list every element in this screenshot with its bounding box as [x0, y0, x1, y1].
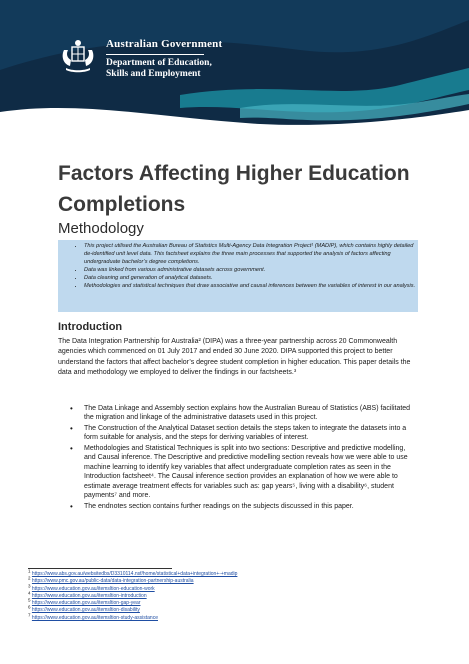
footnote-list — [28, 568, 448, 622]
summary-point: • Data cleaning and generation of analytical datasets. — [84, 274, 418, 282]
introduction-heading: Introduction — [58, 321, 123, 333]
document-title: Factors Affecting Higher Education Completions — [58, 162, 410, 216]
branding-divider — [106, 54, 204, 55]
footnote-item — [28, 604, 448, 614]
summary-point: • This project utilised the Australian Bureau of Statistics Multi-Agency Data Integration Project¹ (MADIP), which contains highly detailed de-identified unit level data. This factsheet explains the three main processes that supported the analysis of factors affecting undergraduate bachelor’s degree completions. — [84, 242, 418, 266]
footnote-item — [28, 575, 448, 585]
introduction-bullet: • The Construction of the Analytical Dataset section details the steps taken to integrate the datasets into a form suitable for analysis, and the steps for deriving variables of interest. — [84, 424, 418, 443]
introduction-paragraph: The Data Integration Partnership for Australia² (DIPA) was a three-year partnership across 20 Commonwealth agencies which commenced on 01 July 2017 and ended 30 June 2020. DIPA supported this project to better understand the factors that affect bachelor’s degree student completion in higher education. This paper details the data and methodology we employed to deliver the findings in our factsheets.³ — [58, 338, 411, 376]
summary-point: • Data was linked from various administrative datasets across government. — [84, 266, 418, 274]
footnote-link[interactable]: https://www.abs.gov.au/websitedbs/D3310114.nsf/home/statistical+data+integration+-+madip — [31, 571, 238, 577]
department-name-line1: Department of Education, — [106, 58, 212, 68]
summary-box — [58, 240, 418, 312]
footnote-link[interactable]: https://www.education.gov.au/itemsltion-introduction — [31, 592, 147, 599]
footnote-link[interactable]: https://www.education.gov.au/itemsltion-education-work — [31, 585, 155, 592]
footnote-link[interactable]: https://www.education.gov.au/itemsltion-disability — [31, 607, 140, 614]
footnote-link[interactable]: https://www.education.gov.au/itemsltion-gap-year — [31, 600, 141, 607]
coat-of-arms-icon — [58, 36, 98, 76]
document-subtitle: Methodology — [58, 220, 144, 237]
footnote-number: 7 — [28, 612, 31, 618]
footnote-link[interactable]: https://www.pmc.gov.au/public-data/data-integration-partnership-australia — [31, 578, 194, 585]
government-name: Australian Government — [106, 38, 223, 50]
page-header-banner — [0, 0, 469, 146]
footnote-number: 2 — [28, 575, 31, 581]
footnote-number: 3 — [28, 582, 31, 588]
footnote-divider — [28, 568, 172, 569]
introduction-bullet: • The Data Linkage and Assembly section explains how the Australian Bureau of Statistics (ABS) facilitated the migration and linkage of the administrative datasets used in this project. — [84, 404, 418, 423]
footnote-number: 1 — [28, 568, 31, 574]
introduction-bullet: • The endnotes section contains further readings on the subjects discussed in this paper. — [84, 502, 418, 511]
footnote-item — [28, 612, 448, 622]
government-branding — [106, 38, 222, 80]
introduction-bullet: • Methodologies and Statistical Techniques is split into two sections: Descriptive and predictive modelling, and Causal inference. The Descriptive and predictive modelling section reveals how we were able to use machine learning to identify key variables that affect undergraduate completion rates as seen in the Introduction factsheet⁴. The Causal inference section provides an explanation of how we were able to estimate average treatment effects for variables such as: gap years⁵, living with a disability⁶, student payments⁷ and more. — [84, 444, 418, 500]
footnote-number: 6 — [28, 604, 31, 610]
footnote-link[interactable]: https://www.education.gov.au/itemsltion-study-assistance — [31, 614, 158, 621]
footnote-number: 5 — [28, 597, 31, 603]
department-name-line2: Skills and Employment — [106, 69, 201, 79]
footnote-number: 4 — [28, 590, 31, 596]
summary-point: • Methodologies and statistical techniques that draw associative and causal inferences between the variables of interest in our analysis. — [84, 282, 418, 290]
introduction-bullet-list — [58, 404, 418, 512]
